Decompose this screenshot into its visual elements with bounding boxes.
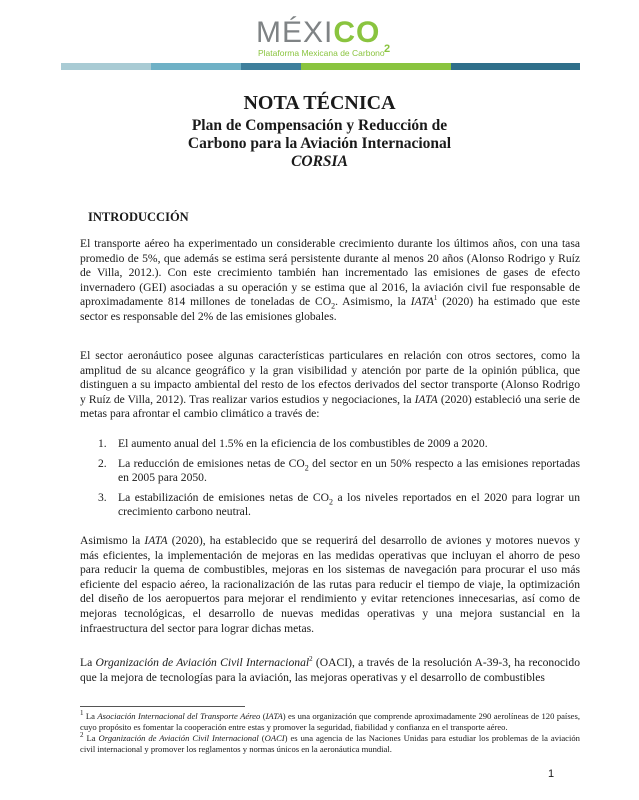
- section-heading: INTRODUCCIÓN: [88, 210, 189, 224]
- paragraph-4: La Organización de Aviación Civil Internacional$^2$ (OACI), a través de la resolución A-39-3, ha reconocido que la mejora de tecnologías para la aviación, las mejoras operativas y el desarrollo de combustibles: [80, 655, 580, 684]
- logo-subscript: 2: [384, 43, 391, 55]
- logo-wordmark: MÉXICO: [256, 16, 381, 49]
- stripe-segment: [151, 63, 241, 70]
- logo: [250, 14, 400, 62]
- page-number: 1: [548, 768, 555, 780]
- list-item: 1. El aumento anual del 1.5% en la eficiencia de los combustibles de 2009 a 2020.: [98, 437, 488, 450]
- logo-tagline: Plataforma Mexicana de Carbono: [258, 48, 385, 58]
- stripe-segment: [61, 63, 151, 70]
- list-item: 3. La estabilización de emisiones netas de $CO_2$ a los niveles reportados en el 2020 para lograr un crecimiento carbono neutral.: [98, 490, 580, 519]
- footnote-2: $^2$ La Organización de Aviación Civil Internacional (OACI) es una agencia de las Naciones Unidas para estudiar los problemas de la aviación civil internacional y promover los reglamentos y normas únicos en la aeronáutica mundial.: [80, 731, 580, 754]
- paragraph-3: Asimismo la IATA (2020), ha establecido que se requerirá del desarrollo de aviones y motores nuevos y más eficientes, la implementación de mejoras en las medidas operativas que incluyan el ahorro de peso para reducir la quema de combustibles, mejoras en los sistemas de navegación para procurar el uso más eficiente del espacio aéreo, la racionalización de las rutas para reducir el tiempo de viaje, la optimización del diseño de los aeropuertos para mejorar el rendimiento y evitar retenciones innecesarias, así como de mejoras tecnológicas, el desarrollo de nuevas medidas operativas y una mejora sustancial en la infraestructura del sector para lograr dichas metas.: [80, 534, 580, 635]
- header-stripe: [61, 63, 580, 70]
- goals-list: [98, 437, 580, 525]
- paragraph-2: El sector aeronáutico posee algunas características particulares en relación con otros sectores, como la amplitud de su alcance geográfico y la gran visibilidad y atención por parte de la opinión pública, que distinguen a su impacto ambiental del resto de los efectos derivados del sector transporte (Alonso Rodrigo y Ruíz de Villa, 2012). Tras realizar varios estudios y negociaciones, la IATA (2020) estableció una serie de metas para afrontar el cambio climático a través de:: [80, 349, 580, 421]
- paragraph-1: El transporte aéreo ha experimentado un considerable crecimiento durante los últimos años, con una tasa promedio de 5%, que además se estima será persistente durante al menos 20 años (Alonso Rodrigo y Ruíz de Villa, 2012.). Con este crecimiento también han incrementado las emisiones de gases de efecto invernadero (GEI) asociadas a su operación y se estima que al 2016, la aviación civil fue responsable de aproximadamente 814 millones de toneladas de $CO_2$. Asimismo, la IATA$^1$ (2020) ha estimado que este sector es responsable del 2% de las emisiones globales.: [80, 237, 580, 323]
- list-item: 2. La reducción de emisiones netas de $CO_2$ del sector en un 50% respecto a las emisiones reportadas en 2005 para 2050.: [98, 456, 580, 485]
- stripe-segment: [451, 63, 580, 70]
- footnote-1: $^1$ La Asociación Internacional del Transporte Aéreo (IATA) es una organización que comprende aproximadamente 290 aerolíneas de 120 países, cuyo propósito es fomentar la cooperación entre estas y promover la seguridad, fiabilidad y confianza en el transporte aéreo.: [80, 709, 580, 732]
- stripe-segment: [301, 63, 451, 70]
- document-title: NOTA TÉCNICA: [243, 92, 396, 114]
- stripe-segment: [241, 63, 301, 70]
- footnote-divider: [80, 706, 245, 707]
- footnotes: [80, 711, 580, 755]
- document-subtitle: Plan de Compensación y Reducción de Carbono para la Aviación Internacional CORSIA: [187, 117, 452, 170]
